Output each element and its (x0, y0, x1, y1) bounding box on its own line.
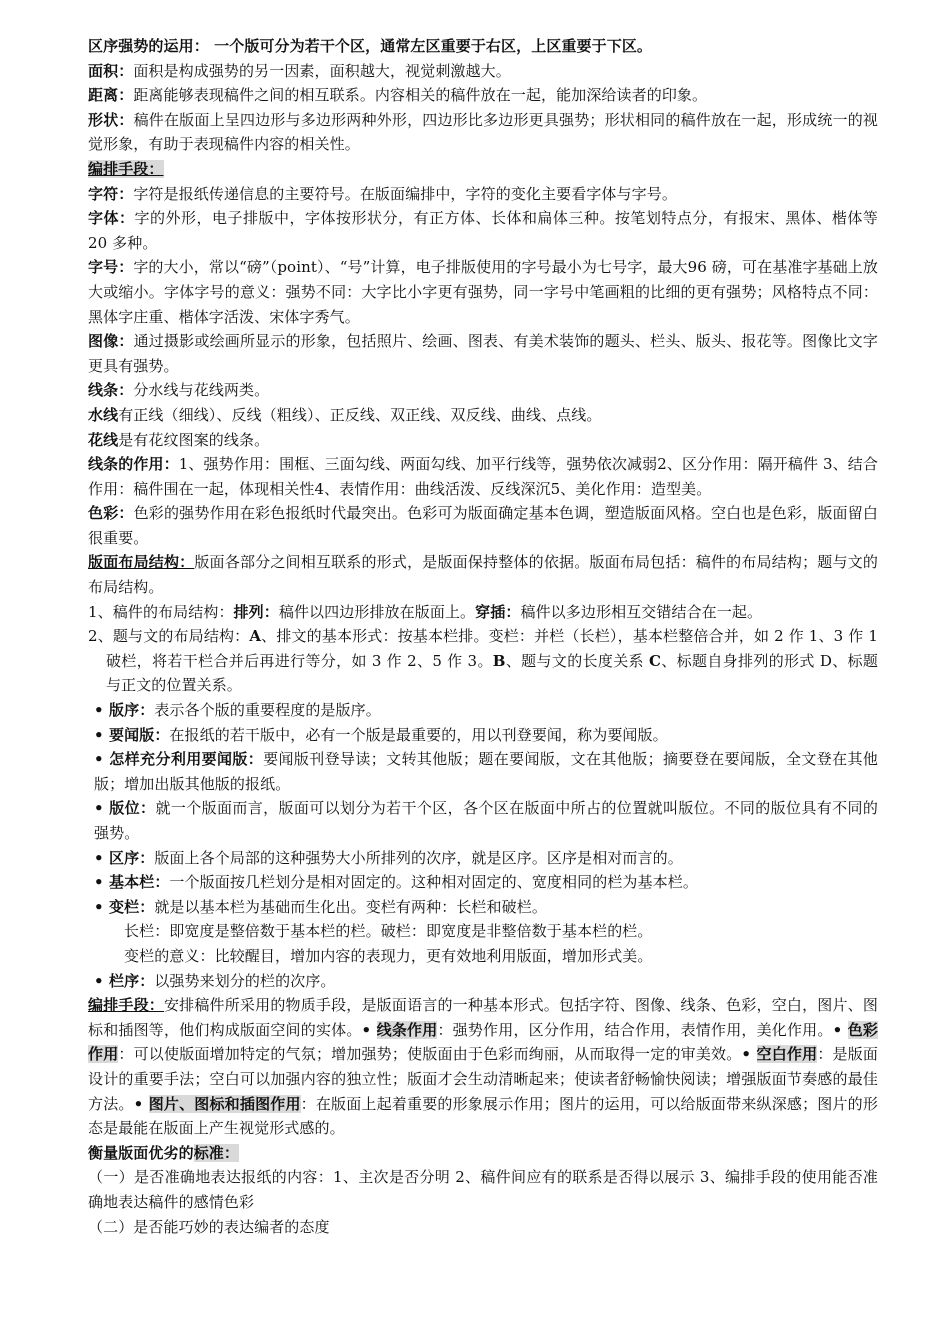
para-flower-lines (88, 428, 878, 453)
para-text: 版面各部分之间相互联系的形式，是版面保持整体的依据。版面布局包括：稿件的布局结构；题与文的布局结构。 (88, 553, 878, 597)
term-heading: 版序： (109, 701, 155, 720)
para-lines (88, 378, 878, 403)
section-heading-layout-means (88, 157, 878, 182)
term-heading: 版位： (109, 799, 156, 818)
para-text: 稿件以多边形相互交错结合在一起。 (520, 602, 763, 621)
term-heading: 版面布局结构： (88, 553, 195, 572)
term-highlight: 色彩作用 (88, 1020, 878, 1064)
para-text: 稿件在版面上呈四边形与多边形两种外形，四边形比多边形更具强势；形状相同的稿件放在一起，形成统一的视觉形象，有助于表现稿件内容的相关性。 (88, 110, 878, 154)
term-heading: 怎样充分利用要闻版： (109, 750, 264, 769)
para-text: 一个版面按几栏划分是相对固定的。这种相对固定的、宽度相同的栏为基本栏。 (169, 873, 698, 892)
para-text: 1、稿件的布局结构： (88, 602, 234, 621)
bullet-page-order (88, 698, 878, 723)
bullet-column-order (88, 969, 878, 994)
term-heading: 区序强势的运用： (88, 37, 209, 55)
para-text: 就一个版面而言，版面可以划分为若干个区，各个区在版面中所占的位置就叫版位。不同的版位具有不同的强势。 (94, 799, 878, 842)
para-text: ：强势作用，区分作用，结合作用，表情作用，美化作用。 (437, 1020, 833, 1039)
section-heading: 编排手段： (88, 159, 164, 178)
term-heading: 线条的作用： (88, 455, 179, 474)
para-text: 分水线与花线两类。 (133, 381, 270, 400)
para-layout-means-detail (88, 993, 878, 1141)
term-heading: C (649, 651, 662, 670)
term-heading: 图像： (88, 332, 134, 351)
term-heading: 色彩： (88, 504, 134, 523)
para-layout-structure (88, 550, 878, 599)
section-heading-criteria (88, 1141, 878, 1166)
para-text: 、排文的基本形式：按基本栏排。变栏：并栏（长栏），基本栏整倍合并，如 2 作 1、3 作 1 破栏，将若干栏合并后再进行等分，如 3 作 2、5 作 3。 (106, 627, 878, 670)
term-heading: 变栏： (109, 897, 155, 916)
bullet-icon: • (94, 897, 110, 916)
para-text: 安排稿件所采用的物质手段，是版面语言的一种基本形式。包括字符、图像、线条、色彩，空白，图片、图标和插图等，他们构成版面空间的实体。 (88, 996, 878, 1039)
term-heading: 面积： (88, 61, 134, 80)
para-manuscript-layout (88, 600, 878, 625)
para-text: 要闻版刊登导读；文转其他版；题在要闻版，文在其他版；摘要登在要闻版，全文登在其他版；增加出版其他版的报纸。 (94, 750, 878, 793)
para-text: 变栏的意义：比较醒目，增加内容的表现力，更有效地利用版面，增加形式美。 (124, 946, 653, 965)
document-page (88, 34, 878, 1239)
para-text: ：是版面设计的重要手法；空白可以加强内容的独立性；版面才会生动清晰起来；使读者舒畅愉快阅读；增强版面节奏感的最佳方法。 (88, 1045, 879, 1113)
para-text: 版面上各个局部的这种强势大小所排列的次序，就是区序。区序是相对而言的。 (154, 848, 683, 867)
term-heading: 栏序： (109, 971, 155, 990)
term-highlight: 空白作用 (756, 1045, 818, 1064)
para-variable-column-meaning (88, 944, 878, 969)
para-criterion-two (88, 1215, 878, 1240)
para-text: 字的外形，电子排版中，字体按形状分，有正方体、长体和扁体三种。按笔划特点分，有报宋、黑体、楷体等 20 多种。 (88, 209, 878, 252)
bullet-icon: • (94, 971, 110, 990)
term-heading: A (249, 627, 262, 646)
bullet-zone-order (88, 846, 878, 871)
bullet-use-front-page (88, 747, 878, 796)
bullet-icon: • (133, 1094, 149, 1113)
para-water-lines (88, 403, 878, 428)
term-highlight: 图片、图标和插图作用 (148, 1094, 301, 1113)
para-shape (88, 108, 878, 157)
term-heading: 要闻版： (109, 725, 170, 744)
term-heading: 穿插： (475, 602, 521, 621)
bullet-icon: • (94, 848, 110, 867)
para-text: ：在版面上起着重要的形象展示作用；图片的运用，可以给版面带来纵深感；图片的形态是最能在版面上产生视觉形式感的。 (88, 1094, 878, 1138)
para-criterion-one (88, 1165, 878, 1214)
term-highlight: 线条作用 (376, 1020, 438, 1039)
term-heading: 距离： (88, 86, 134, 105)
bullet-icon: • (832, 1020, 848, 1039)
para-text: 以强势来划分的栏的次序。 (154, 971, 336, 990)
bullet-front-page (88, 723, 878, 748)
para-text: 色彩的强势作用在彩色报纸时代最突出。色彩可为版面确定基本色调，塑造版面风格。空白也是色彩，版面留白很重要。 (88, 504, 878, 547)
para-image (88, 329, 878, 378)
para-text: 有正线（细线）、反线（粗线）、正反线、双正线、双反线、曲线、点线。 (118, 405, 602, 424)
para-text: 稿件以四边形排放在版面上。 (278, 602, 476, 621)
para-text: 、题与文的长度关系 (505, 651, 650, 670)
bullet-icon: • (94, 701, 110, 720)
para-color (88, 501, 878, 550)
term-heading: B (492, 651, 506, 670)
bullet-icon: • (94, 873, 110, 892)
para-zone-order (88, 34, 878, 59)
term-heading: 排列： (233, 602, 279, 621)
section-heading: 衡量版面优劣的 (88, 1143, 194, 1162)
para-title-text-layout (88, 624, 878, 698)
para-text: 距离能够表现稿件之间的相互联系。内容相关的稿件放在一起，能加深给读者的印象。 (133, 86, 708, 105)
para-text: 1、强势作用：围框、三面勾线、两面勾线、加平行线等，强势依次减弱2、区分作用：隔开稿件 3、结合作用：稿件围在一起，体现相关性4、表情作用：曲线活泼、反线深沉5、美化作用：造型美。 (88, 455, 879, 498)
term-heading: 编排手段： (88, 996, 164, 1015)
term-heading: 水线 (88, 405, 119, 424)
term-heading: 形状： (88, 110, 134, 129)
para-font-size (88, 255, 878, 329)
para-text: 2、题与文的布局结构： (88, 627, 250, 646)
bullet-page-position (88, 796, 878, 845)
para-text: 面积是构成强势的另一因素，面积越大，视觉刺激越大。 (133, 61, 511, 80)
term-heading: 区序： (109, 848, 155, 867)
para-text: （一）是否准确地表达报纸的内容：1、主次是否分明 2、稿件间应有的联系是否得以展示 3、编排手段的使用能否准确地表达稿件的感情色彩 (88, 1168, 878, 1211)
para-text: 长栏：即宽度是整倍数于基本栏的栏。破栏：即宽度是非整倍数于基本栏的栏。 (124, 922, 653, 941)
para-line-functions (88, 452, 878, 501)
para-area (88, 59, 878, 84)
para-characters (88, 182, 878, 207)
para-text: 通过摄影或绘画所显示的形象，包括照片、绘画、图表、有美术装饰的题头、栏头、版头、报花等。图像比文字更具有强势。 (88, 332, 878, 375)
para-text: （二）是否能巧妙的表达编者的态度 (88, 1217, 330, 1236)
para-text: ：可以使版面增加特定的气氛；增加强势；使版面由于色彩而绚丽，从而取得一定的审美效。 (118, 1045, 742, 1064)
term-heading: 字体： (88, 209, 135, 228)
bullet-icon: • (361, 1020, 377, 1039)
term-heading: 花线 (88, 430, 119, 449)
bullet-icon: • (741, 1045, 757, 1064)
bullet-variable-column (88, 895, 878, 920)
section-heading-highlight: 标准： (193, 1143, 240, 1162)
para-text: 一个版可分为若干个区，通常左区重要于右区，上区重要于下区。 (208, 37, 653, 55)
term-heading: 线条： (88, 381, 134, 400)
para-text: 是有花纹图案的线条。 (118, 430, 270, 449)
para-text: 在报纸的若干版中，必有一个版是最重要的，用以刊登要闻，称为要闻版。 (169, 725, 668, 744)
para-text: 字的大小，常以“磅”（point）、“号”计算，电子排版使用的字号最小为七号字，最大96 磅，可在基准字基础上放大或缩小。字体字号的意义：强势不同：大字比小字更有强势，同一字号中笔画粗的比细的更有强势；风格特点不同：黑体字庄重、楷体字活泼、宋体字秀气。 (88, 258, 878, 326)
term-heading: 基本栏： (109, 873, 170, 892)
term-heading: 字号： (88, 258, 134, 277)
para-distance (88, 83, 878, 108)
para-text: 、标题自身排列的形式 D、标题与正文的位置关系。 (106, 651, 878, 695)
para-text: 字符是报纸传递信息的主要符号。在版面编排中，字符的变化主要看字体与字号。 (133, 184, 677, 203)
para-text: 表示各个版的重要程度的是版序。 (154, 701, 381, 720)
para-text: 就是以基本栏为基础而生化出。变栏有两种：长栏和破栏。 (154, 897, 547, 916)
bullet-icon: • (94, 725, 110, 744)
para-typeface (88, 206, 878, 255)
bullet-basic-column (88, 870, 878, 895)
bullet-icon: • (94, 799, 110, 818)
term-heading: 字符： (88, 184, 134, 203)
bullet-icon: • (94, 750, 110, 769)
para-long-column (88, 919, 878, 944)
